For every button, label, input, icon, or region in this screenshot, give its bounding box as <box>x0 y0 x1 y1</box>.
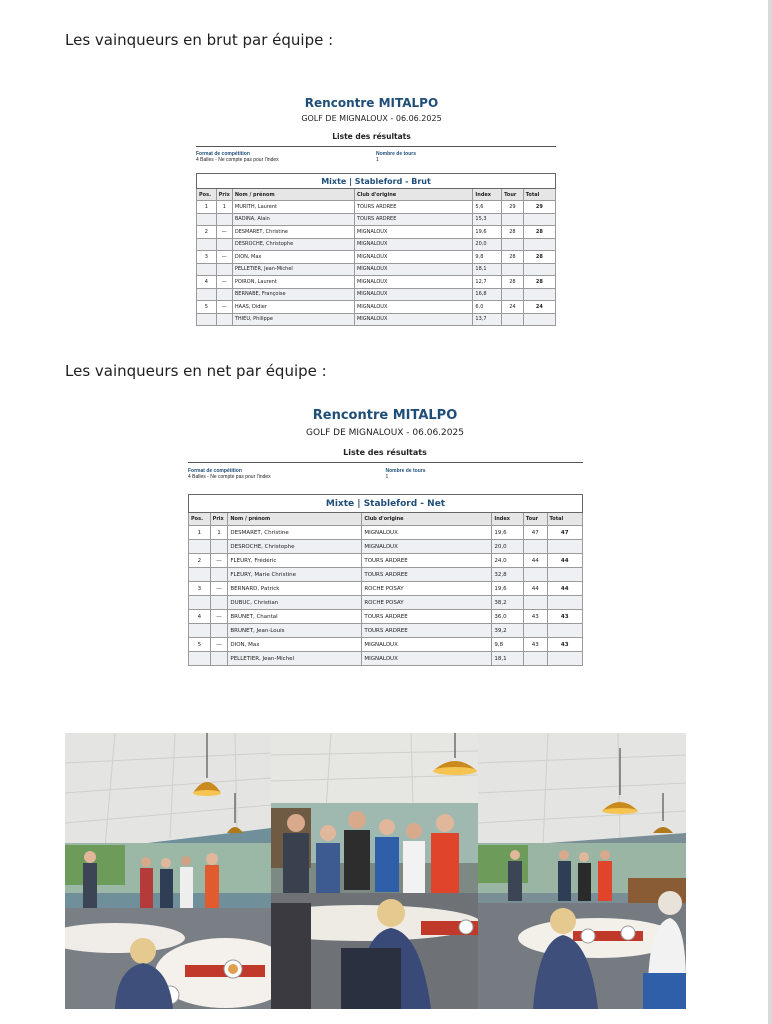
col-header-pos: Pos. <box>189 513 211 526</box>
cell-index: 20,0 <box>492 540 524 554</box>
cell-index: 15,3 <box>473 213 502 226</box>
cell-club: MIGNALOUX <box>354 238 472 251</box>
cell-name: FLEURY, Frédéric <box>228 554 362 568</box>
cell-total: 44 <box>547 554 582 568</box>
cell-pos <box>189 568 211 582</box>
cell-index: 24,0 <box>492 554 524 568</box>
cell-prix: 1 <box>216 201 232 214</box>
table-row <box>197 276 556 289</box>
cell-club: TOURS ARDREE <box>362 610 492 624</box>
cell-name: DION, Max <box>232 251 354 264</box>
cell-club: ROCHE POSAY <box>362 582 492 596</box>
cell-name: MURITH, Laurent <box>232 201 354 214</box>
cell-tour <box>502 313 524 326</box>
sheet-list-title: Liste des résultats <box>332 132 411 141</box>
cell-tour <box>523 540 547 554</box>
cell-total <box>523 213 555 226</box>
cell-tour: 44 <box>523 582 547 596</box>
table-row <box>197 226 556 239</box>
cell-tour: 28 <box>502 276 524 289</box>
cell-index: 19,6 <box>473 226 502 239</box>
heading-brut: Les vainqueurs en brut par équipe : <box>65 31 334 49</box>
cell-club: TOURS ARDREE <box>354 213 472 226</box>
cell-name: BRUNET, Chantal <box>228 610 362 624</box>
cell-prix: — <box>216 251 232 264</box>
cell-pos <box>197 263 217 276</box>
cell-name: PELLETIER, Jean-Michel <box>228 652 362 666</box>
cell-club: MIGNALOUX <box>362 638 492 652</box>
cell-index: 18,1 <box>492 652 524 666</box>
cell-club: MIGNALOUX <box>362 540 492 554</box>
table-row <box>189 610 583 624</box>
cell-prix <box>216 288 232 301</box>
cell-pos <box>197 213 217 226</box>
cell-index: 9,8 <box>492 638 524 652</box>
cell-total: 43 <box>547 610 582 624</box>
results-body <box>197 201 556 326</box>
cell-index: 18,1 <box>473 263 502 276</box>
col-header-name: Nom / prénom <box>228 513 362 526</box>
cell-club: MIGNALOUX <box>362 526 492 540</box>
table-caption: Mixte | Stableford - Brut <box>197 174 556 189</box>
results-table <box>196 173 556 326</box>
cell-index: 16,8 <box>473 288 502 301</box>
sheet-subtitle: GOLF DE MIGNALOUX - 06.06.2025 <box>306 428 464 438</box>
cell-index: 32,8 <box>492 568 524 582</box>
cell-club: MIGNALOUX <box>354 276 472 289</box>
cell-prix <box>216 263 232 276</box>
rounds-label: Nombre de tours <box>376 151 417 157</box>
col-header-tour: Tour <box>523 513 547 526</box>
cell-tour <box>502 213 524 226</box>
table-row <box>197 213 556 226</box>
cell-pos <box>189 596 211 610</box>
cell-name: PELLETIER, Jean-Michel <box>232 263 354 276</box>
cell-club: TOURS ARDREE <box>362 554 492 568</box>
table-row <box>197 238 556 251</box>
rounds-value: 1 <box>385 474 389 480</box>
cell-index: 9,8 <box>473 251 502 264</box>
format-label: Format de compétition <box>188 468 242 474</box>
cell-tour: 43 <box>523 610 547 624</box>
cell-pos: 5 <box>189 638 211 652</box>
col-header-name: Nom / prénom <box>232 189 354 201</box>
cell-name: BADINA, Alain <box>232 213 354 226</box>
cell-name: BRUNET, Jean-Louis <box>228 624 362 638</box>
cell-total <box>547 540 582 554</box>
cell-prix: 1 <box>210 526 228 540</box>
col-header-index: Index <box>473 189 502 201</box>
cell-pos <box>189 652 211 666</box>
col-header-total: Total <box>523 189 555 201</box>
table-row <box>189 526 583 540</box>
cell-total: 28 <box>523 251 555 264</box>
cell-prix <box>210 652 228 666</box>
cell-tour <box>502 263 524 276</box>
cell-pos: 2 <box>197 226 217 239</box>
cell-tour: 43 <box>523 638 547 652</box>
cell-pos <box>189 540 211 554</box>
cell-name: DESROCHE, Christophe <box>232 238 354 251</box>
cell-club: MIGNALOUX <box>354 301 472 314</box>
cell-name: POIRON, Laurent <box>232 276 354 289</box>
table-row <box>197 201 556 214</box>
sheet-title: Rencontre MITALPO <box>312 408 458 423</box>
cell-total: 28 <box>523 226 555 239</box>
sheet-title: Rencontre MITALPO <box>304 96 439 110</box>
cell-tour: 28 <box>502 251 524 264</box>
sheet-list-title: Liste des résultats <box>343 448 427 457</box>
results-body <box>189 526 583 666</box>
table-row <box>189 568 583 582</box>
cell-pos <box>197 313 217 326</box>
cell-prix <box>216 238 232 251</box>
col-header-total: Total <box>547 513 582 526</box>
table-row <box>197 301 556 314</box>
format-block <box>196 151 376 173</box>
cell-pos: 3 <box>197 251 217 264</box>
cell-index: 19,6 <box>492 526 524 540</box>
cell-prix: — <box>216 301 232 314</box>
rounds-label: Nombre de tours <box>385 468 426 474</box>
table-caption: Mixte | Stableford - Net <box>189 495 583 513</box>
table-row <box>189 540 583 554</box>
rounds-block <box>376 151 556 173</box>
cell-club: MIGNALOUX <box>354 263 472 276</box>
format-value: 4 Balles - Ne compte pas pour l'index <box>196 157 279 163</box>
cell-prix: — <box>216 276 232 289</box>
sheet-subtitle: GOLF DE MIGNALOUX - 06.06.2025 <box>301 114 442 123</box>
cell-prix: — <box>216 226 232 239</box>
cell-total: 44 <box>547 582 582 596</box>
cell-index: 20,0 <box>473 238 502 251</box>
table-row <box>189 638 583 652</box>
col-header-club: Club d'origine <box>362 513 492 526</box>
photo-prize-ceremony-2 <box>271 733 478 1009</box>
cell-prix: — <box>210 582 228 596</box>
cell-index: 12,7 <box>473 276 502 289</box>
col-header-prix: Prix <box>210 513 228 526</box>
cell-club: MIGNALOUX <box>354 288 472 301</box>
cell-pos: 2 <box>189 554 211 568</box>
table-row <box>189 554 583 568</box>
cell-name: BERNARD, Patrick <box>228 582 362 596</box>
format-value: 4 Balles - Ne compte pas pour l'index <box>188 474 271 480</box>
photo-illustration <box>65 733 271 1009</box>
page-right-border <box>768 0 772 1024</box>
cell-total <box>523 313 555 326</box>
cell-total <box>547 624 582 638</box>
table-row <box>189 652 583 666</box>
cell-prix <box>210 596 228 610</box>
col-header-club: Club d'origine <box>354 189 472 201</box>
cell-club: TOURS ARDREE <box>362 568 492 582</box>
cell-club: MIGNALOUX <box>362 652 492 666</box>
cell-total <box>523 238 555 251</box>
cell-total: 47 <box>547 526 582 540</box>
cell-index: 5,6 <box>473 201 502 214</box>
cell-prix <box>210 568 228 582</box>
cell-name: THIEU, Philippe <box>232 313 354 326</box>
cell-tour: 29 <box>502 201 524 214</box>
cell-name: FLEURY, Marie Christine <box>228 568 362 582</box>
rounds-value: 1 <box>376 157 379 163</box>
table-row <box>197 288 556 301</box>
cell-name: HAAS, Didier <box>232 301 354 314</box>
cell-pos: 1 <box>189 526 211 540</box>
cell-total <box>523 288 555 301</box>
cell-prix <box>216 213 232 226</box>
competition-meta <box>188 462 583 494</box>
photo-illustration <box>271 733 478 1009</box>
cell-total <box>547 652 582 666</box>
table-row <box>189 596 583 610</box>
table-row <box>189 624 583 638</box>
cell-tour: 28 <box>502 226 524 239</box>
cell-total: 24 <box>523 301 555 314</box>
cell-name: DION, Max <box>228 638 362 652</box>
format-block <box>188 468 386 494</box>
results-sheet-brut <box>185 92 558 348</box>
photo-illustration <box>478 733 686 1009</box>
cell-name: DUBUC, Christian <box>228 596 362 610</box>
table-row <box>197 263 556 276</box>
col-header-pos: Pos. <box>197 189 217 201</box>
cell-club: MIGNALOUX <box>354 226 472 239</box>
cell-club: TOURS ARDREE <box>354 201 472 214</box>
table-row <box>189 582 583 596</box>
cell-pos: 5 <box>197 301 217 314</box>
cell-club: MIGNALOUX <box>354 313 472 326</box>
table-row <box>197 313 556 326</box>
competition-meta <box>196 146 556 173</box>
cell-prix: — <box>210 638 228 652</box>
cell-club: ROCHE POSAY <box>362 596 492 610</box>
col-header-tour: Tour <box>502 189 524 201</box>
cell-total: 29 <box>523 201 555 214</box>
cell-pos <box>197 288 217 301</box>
cell-prix <box>210 624 228 638</box>
photo-prize-ceremony-1 <box>65 733 271 1009</box>
rounds-block <box>386 468 584 494</box>
cell-index: 39,2 <box>492 624 524 638</box>
cell-prix: — <box>210 610 228 624</box>
format-label: Format de compétition <box>196 151 250 157</box>
cell-total: 43 <box>547 638 582 652</box>
cell-prix <box>210 540 228 554</box>
cell-total: 28 <box>523 276 555 289</box>
cell-tour <box>502 288 524 301</box>
cell-pos: 4 <box>189 610 211 624</box>
cell-name: DESMARET, Christine <box>232 226 354 239</box>
results-table <box>188 494 583 666</box>
cell-index: 13,7 <box>473 313 502 326</box>
cell-name: BERNABE, Françoise <box>232 288 354 301</box>
cell-tour <box>523 596 547 610</box>
cell-name: DESROCHE, Christophe <box>228 540 362 554</box>
cell-name: DESMARET, Christine <box>228 526 362 540</box>
results-table-wrap <box>196 173 556 326</box>
cell-tour <box>523 568 547 582</box>
heading-net: Les vainqueurs en net par équipe : <box>65 362 327 380</box>
results-sheet-net <box>187 404 583 689</box>
cell-club: MIGNALOUX <box>354 251 472 264</box>
cell-tour: 24 <box>502 301 524 314</box>
cell-pos: 3 <box>189 582 211 596</box>
cell-pos: 1 <box>197 201 217 214</box>
table-row <box>197 251 556 264</box>
cell-prix: — <box>210 554 228 568</box>
cell-total <box>547 568 582 582</box>
cell-index: 19,6 <box>492 582 524 596</box>
cell-tour <box>523 624 547 638</box>
cell-tour <box>502 238 524 251</box>
cell-prix <box>216 313 232 326</box>
photo-prize-ceremony-3 <box>478 733 686 1009</box>
cell-tour <box>523 652 547 666</box>
cell-club: TOURS ARDREE <box>362 624 492 638</box>
results-table-wrap <box>188 494 583 666</box>
cell-pos <box>197 238 217 251</box>
col-header-index: Index <box>492 513 524 526</box>
cell-total <box>547 596 582 610</box>
cell-tour: 47 <box>523 526 547 540</box>
cell-total <box>523 263 555 276</box>
col-header-prix: Prix <box>216 189 232 201</box>
cell-index: 38,2 <box>492 596 524 610</box>
cell-tour: 44 <box>523 554 547 568</box>
cell-pos: 4 <box>197 276 217 289</box>
cell-pos <box>189 624 211 638</box>
cell-index: 36,0 <box>492 610 524 624</box>
cell-index: 6,0 <box>473 301 502 314</box>
